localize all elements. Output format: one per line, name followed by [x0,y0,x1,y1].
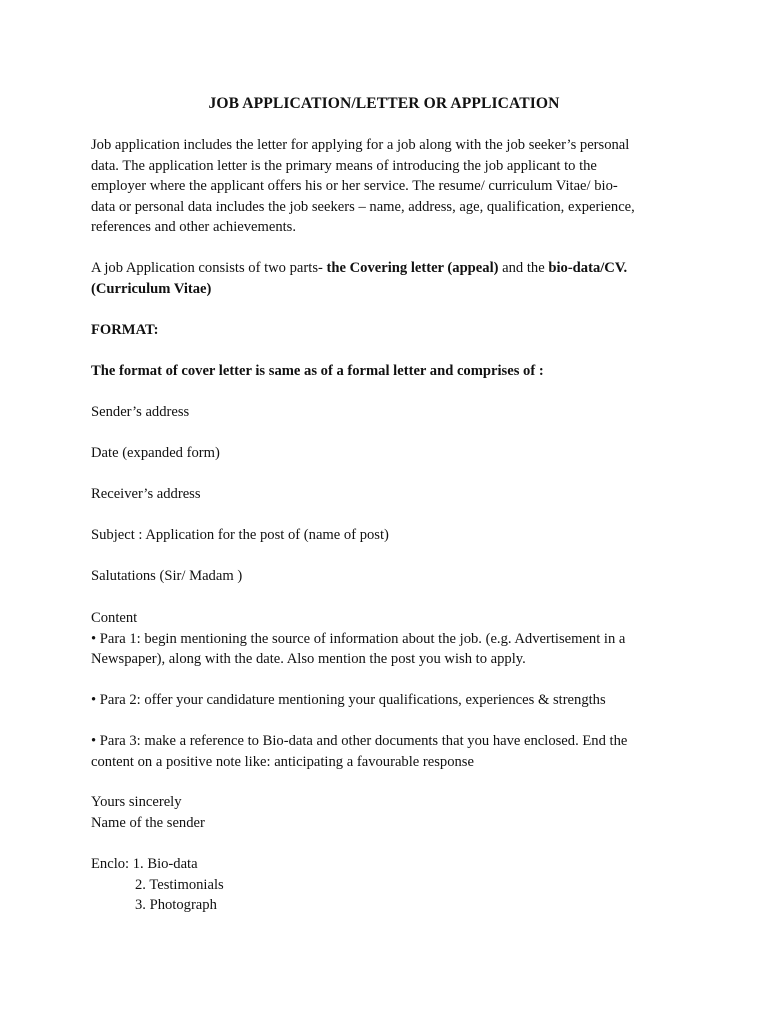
item-receiver-address: Receiver’s address [91,486,201,502]
parts-biodata: bio-data/CV. [548,260,628,276]
item-subject: Subject : Application for the post of (name of post) [91,527,389,543]
content-heading: Content [91,610,138,626]
content-para1-line: • Para 1: begin mentioning the source of information about the job. (e.g. Advertisement in a [91,630,626,647]
enclosure-item: 2. Testimonials [135,876,224,893]
enclosure-item: Enclo: 1. Bio-data [91,856,198,872]
content-para2: • Para 2: offer your candidature mentioning your qualifications, experiences & strengths [91,692,606,708]
document-title: JOB APPLICATION/LETTER OR APPLICATION [208,95,560,112]
format-heading: FORMAT: [91,322,159,338]
closing-sign-off: Yours sincerely [91,794,182,810]
intro-paragraph [91,135,666,238]
content-para1-line: Newspaper), along with the date. Also mention the post you wish to apply. [91,651,526,668]
intro-line: Job application includes the letter for applying for a job along with the job seeker’s personal [91,137,630,153]
closing-sender-name: Name of the sender [91,814,205,831]
enclosures-block [91,854,666,916]
parts-text-a: A job Application consists of two parts- [91,260,327,276]
intro-line: employer where the applicant offers his or her service. The resume/ curriculum Vitae/ bio- [91,178,618,195]
intro-line: references and other achievements. [91,219,297,236]
parts-text-b: and the [498,260,549,276]
parts-line [91,258,666,279]
enclosure-item: 3. Photograph [135,897,217,914]
item-sender-address: Sender’s address [91,404,190,420]
content-section [91,608,666,670]
item-salutation: Salutations (Sir/ Madam ) [91,568,243,584]
closing-block [91,792,666,833]
parts-paragraph [91,258,666,299]
intro-line: data. The application letter is the primary means of introducing the job applicant to the [91,157,597,174]
content-para3 [91,731,666,772]
parts-curriculum-vitae: (Curriculum Vitae) [91,280,212,297]
item-date: Date (expanded form) [91,445,220,461]
intro-line: data or personal data includes the job seekers – name, address, age, qualification, experience, [91,198,635,215]
format-intro: The format of cover letter is same as of a formal letter and comprises of : [91,363,544,379]
content-para3-line: content on a positive note like: anticipating a favourable response [91,753,474,770]
content-para3-line: • Para 3: make a reference to Bio-data and other documents that you have enclosed. End the [91,733,628,749]
parts-covering-letter: the Covering letter (appeal) [326,260,499,276]
